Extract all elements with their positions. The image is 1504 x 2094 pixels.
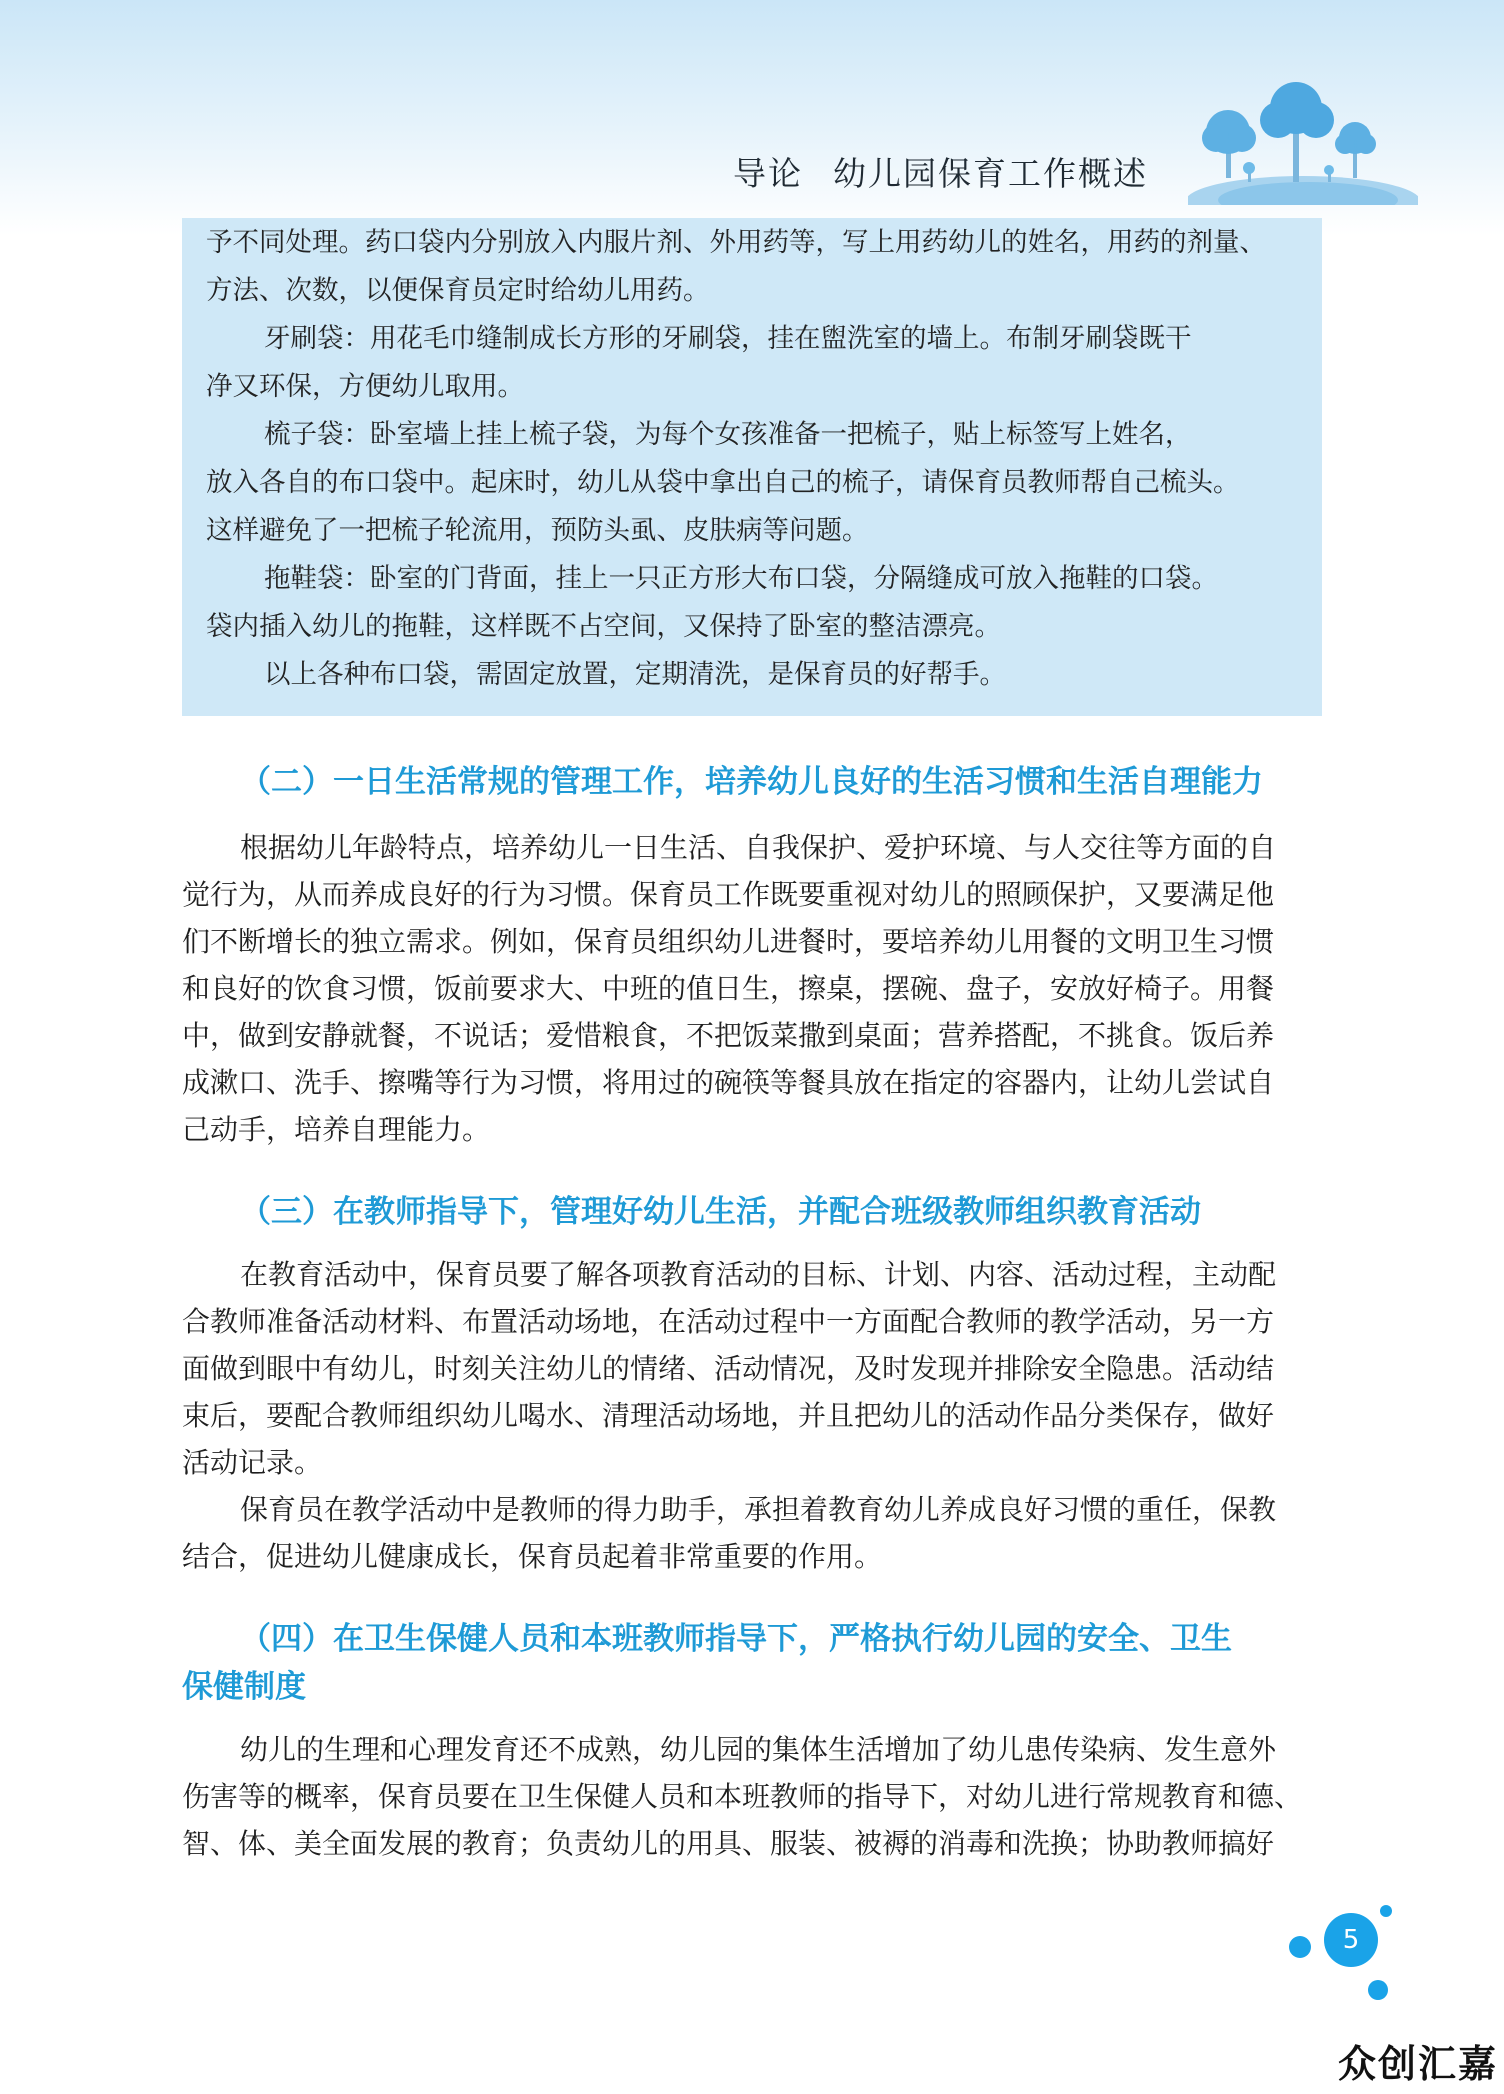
section-heading-4: （四）在卫生保健人员和本班教师指导下，严格执行幼儿园的安全、卫生 bbox=[240, 1621, 1232, 1657]
note-line: 梳子袋：卧室墙上挂上梳子袋，为每个女孩准备一把梳子，贴上标签写上姓名， bbox=[264, 419, 1192, 450]
paragraph-line: 在教育活动中，保育员要了解各项教育活动的目标、计划、内容、活动过程，主动配 bbox=[240, 1258, 1277, 1291]
chapter-label: 导论 bbox=[733, 154, 803, 193]
trees-illustration-icon bbox=[1188, 80, 1418, 205]
paragraph-line: 合教师准备活动材料、布置活动场地，在活动过程中一方面配合教师的教学活动，另一方 bbox=[182, 1305, 1275, 1338]
paragraph-line: 成漱口、洗手、擦嘴等行为习惯，将用过的碗筷等餐具放在指定的容器内，让幼儿尝试自 bbox=[182, 1066, 1275, 1099]
paragraph-line: 伤害等的概率，保育员要在卫生保健人员和本班教师的指导下，对幼儿进行常规教育和德、 bbox=[182, 1780, 1303, 1813]
paragraph-line: 觉行为，从而养成良好的行为习惯。保育员工作既要重视对幼儿的照顾保护，又要满足他 bbox=[182, 878, 1275, 911]
section-heading-4-cont: 保健制度 bbox=[182, 1669, 306, 1705]
paragraph-line: 们不断增长的独立需求。例如，保育员组织幼儿进餐时，要培养幼儿用餐的文明卫生习惯 bbox=[182, 925, 1275, 958]
note-line: 予不同处理。药口袋内分别放入内服片剂、外用药等，写上用药幼儿的姓名，用药的剂量、 bbox=[206, 227, 1266, 258]
note-line: 拖鞋袋：卧室的门背面，挂上一只正方形大布口袋，分隔缝成可放入拖鞋的口袋。 bbox=[264, 563, 1218, 594]
section-heading-2: （二）一日生活常规的管理工作，培养幼儿良好的生活习惯和生活自理能力 bbox=[240, 764, 1263, 800]
section-heading-3: （三）在教师指导下，管理好幼儿生活，并配合班级教师组织教育活动 bbox=[240, 1194, 1201, 1230]
paragraph-line: 根据幼儿年龄特点，培养幼儿一日生活、自我保护、爱护环境、与人交往等方面的自 bbox=[240, 831, 1277, 864]
paragraph-line: 和良好的饮食习惯，饭前要求大、中班的值日生，擦桌，摆碗、盘子，安放好椅子。用餐 bbox=[182, 972, 1275, 1005]
note-line: 以上各种布口袋，需固定放置，定期清洗，是保育员的好帮手。 bbox=[264, 659, 1006, 690]
note-line: 这样避免了一把梳子轮流用，预防头虱、皮肤病等问题。 bbox=[206, 515, 869, 546]
note-line: 净又环保，方便幼儿取用。 bbox=[206, 371, 524, 402]
note-box bbox=[182, 218, 1322, 716]
note-line: 袋内插入幼儿的拖鞋，这样既不占空间，又保持了卧室的整洁漂亮。 bbox=[206, 611, 1001, 642]
paragraph-line: 幼儿的生理和心理发育还不成熟，幼儿园的集体生活增加了幼儿患传染病、发生意外 bbox=[240, 1733, 1277, 1766]
watermark: 众创汇嘉 bbox=[1337, 2042, 1498, 2086]
paragraph-line: 己动手，培养自理能力。 bbox=[182, 1113, 491, 1146]
running-header bbox=[733, 148, 1148, 195]
note-line: 牙刷袋：用花毛巾缝制成长方形的牙刷袋，挂在盥洗室的墙上。布制牙刷袋既干 bbox=[264, 323, 1192, 354]
paragraph-line: 面做到眼中有幼儿，时刻关注幼儿的情绪、活动情况，及时发现并排除安全隐患。活动结 bbox=[182, 1352, 1275, 1385]
paragraph-line: 活动记录。 bbox=[182, 1446, 323, 1479]
page-number: 5 bbox=[1342, 1925, 1360, 1955]
note-line: 放入各自的布口袋中。起床时，幼儿从袋中拿出自己的梳子，请保育员教师帮自己梳头。 bbox=[206, 467, 1240, 498]
paragraph-line: 保育员在教学活动中是教师的得力助手，承担着教育幼儿养成良好习惯的重任，保教 bbox=[240, 1493, 1277, 1526]
note-line: 方法、次数，以便保育员定时给幼儿用药。 bbox=[206, 275, 710, 306]
paragraph-line: 结合，促进幼儿健康成长，保育员起着非常重要的作用。 bbox=[182, 1540, 883, 1573]
chapter-title: 幼儿园保育工作概述 bbox=[833, 154, 1148, 193]
paragraph-line: 束后，要配合教师组织幼儿喝水、清理活动场地，并且把幼儿的活动作品分类保存，做好 bbox=[182, 1399, 1275, 1432]
paragraph-line: 智、体、美全面发展的教育；负责幼儿的用具、服装、被褥的消毒和洗换；协助教师搞好 bbox=[182, 1827, 1275, 1860]
paragraph-line: 中，做到安静就餐，不说话；爱惜粮食，不把饭菜撒到桌面；营养搭配，不挑食。饭后养 bbox=[182, 1019, 1275, 1052]
